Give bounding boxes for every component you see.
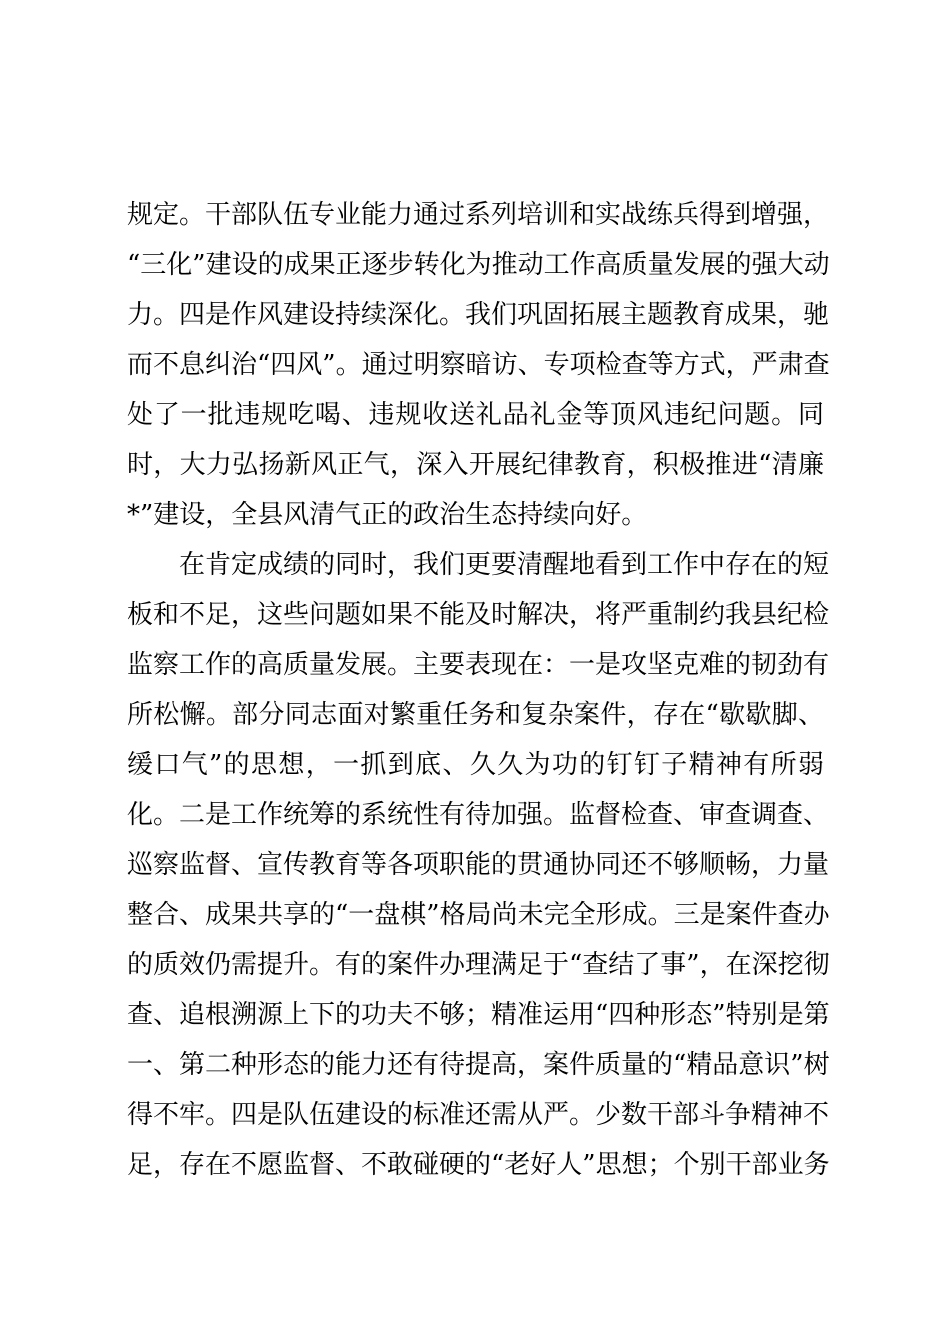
- text-line: 时，大力弘扬新风正气，深入开展纪律教育，积极推进“清廉: [127, 450, 824, 480]
- text-line: 所松懈。部分同志面对繁重任务和复杂案件，存在“歇歇脚、: [127, 700, 824, 730]
- text-line: *”建设，全县风清气正的政治生态持续向好。: [127, 500, 648, 530]
- text-line: 查、追根溯源上下的功夫不够；精准运用“四种形态”特别是第: [127, 1000, 830, 1030]
- text-line: 力。四是作风建设持续深化。我们巩固拓展主题教育成果，驰: [127, 300, 830, 330]
- text-line: 处了一批违规吃喝、违规收送礼品礼金等顶风违纪问题。同: [127, 400, 824, 430]
- text-line: 一、第二种形态的能力还有待提高，案件质量的“精品意识”树: [127, 1050, 830, 1080]
- text-line: 足，存在不愿监督、不敢碰硬的“老好人”思想；个别干部业务: [127, 1150, 830, 1180]
- text-line: 缓口气”的思想，一抓到底、久久为功的钉钉子精神有所弱: [127, 750, 824, 780]
- text-line: 而不息纠治“四风”。通过明察暗访、专项检查等方式，严肃查: [127, 350, 830, 380]
- text-line: “三化”建设的成果正逐步转化为推动工作高质量发展的强大动: [127, 250, 830, 280]
- text-line: 规定。干部队伍专业能力通过系列培训和实战练兵得到增强，: [127, 200, 830, 230]
- text-line: 监察工作的高质量发展。主要表现在：一是攻坚克难的韧劲有: [127, 650, 830, 680]
- text-line: 的质效仍需提升。有的案件办理满足于“查结了事”，在深挖彻: [127, 950, 830, 980]
- text-line: 化。二是工作统筹的系统性有待加强。监督检查、审查调查、: [127, 800, 830, 830]
- text-line: 在肯定成绩的同时，我们更要清醒地看到工作中存在的短: [127, 550, 830, 580]
- text-line: 巡察监督、宣传教育等各项职能的贯通协同还不够顺畅，力量: [127, 850, 830, 880]
- paragraph-1: [127, 190, 830, 540]
- paragraph-2: [127, 540, 830, 1190]
- document-body: [127, 190, 830, 1190]
- text-line: 整合、成果共享的“一盘棋”格局尚未完全形成。三是案件查办: [127, 900, 830, 930]
- text-line: 得不牢。四是队伍建设的标准还需从严。少数干部斗争精神不: [127, 1100, 830, 1130]
- text-line: 板和不足，这些问题如果不能及时解决，将严重制约我县纪检: [127, 600, 830, 630]
